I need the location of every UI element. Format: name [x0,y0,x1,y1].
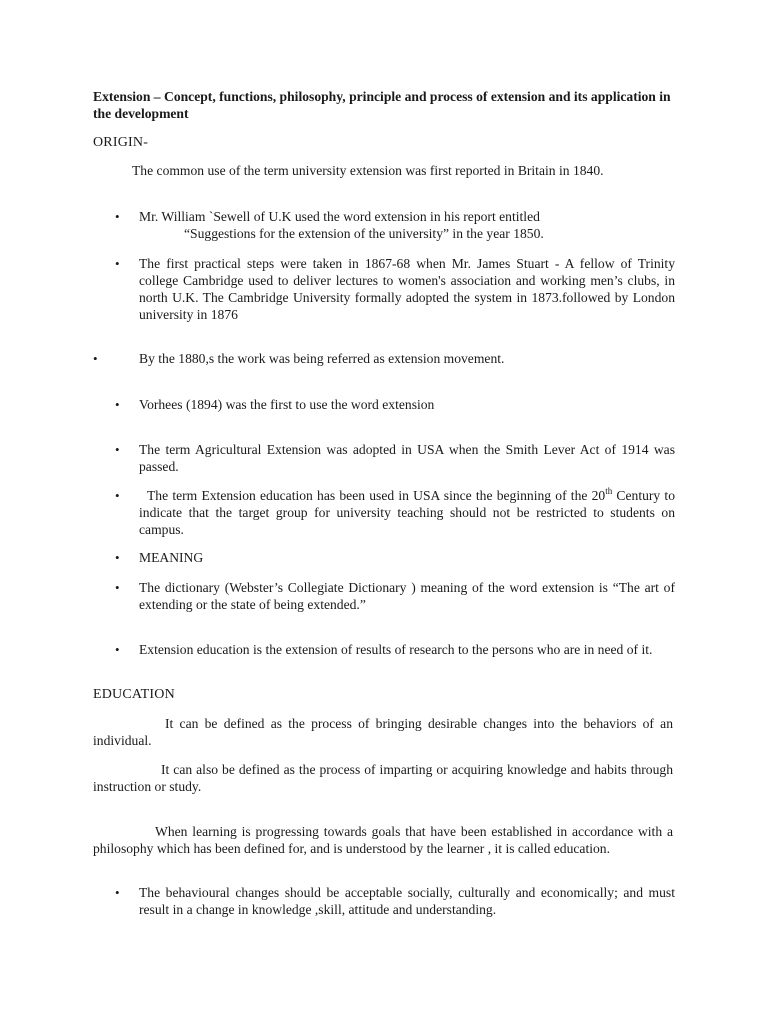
bullet-item-9: Extension education is the extension of results of research to the persons who are in need of it. [139,642,653,657]
bullet-marker: • [115,550,120,565]
superscript-th: th [605,486,613,496]
bullet-item-6 [139,487,675,538]
bullet-1-line1: Mr. William `Sewell of U.K used the word extension in his report entitled [139,209,540,224]
education-para-1: It can be defined as the process of bringing desirable changes into the behaviors of an individual. [93,716,673,748]
bullet-marker: • [115,256,120,271]
origin-heading: ORIGIN- [93,135,149,150]
bullet-item-3: By the 1880,s the work was being referred as extension movement. [139,351,505,366]
education-heading: EDUCATION [93,687,175,702]
education-para-2: It can also be defined as the process of imparting or acquiring knowledge and habits through instruction or study. [93,762,673,794]
bullet-item-1 [139,208,675,242]
document-title: Extension – Concept, functions, philosophy, principle and process of extension and its application in the development [93,89,671,121]
bullet-item-2: The first practical steps were taken in 1867-68 when Mr. James Stuart - A fellow of Trinity college Cambridge used to deliver lectures to women's association and working men’s clubs, in north U.K. The Cambridge University formally adopted the system in 1873.followed by London university in 1876 [139,256,675,322]
bullet-item-8: The dictionary (Webster’s Collegiate Dictionary ) meaning of the word extension is “The art of extending or the state of being extended.” [139,580,675,612]
origin-intro: The common use of the term university extension was first reported in Britain in 1840. [132,163,604,178]
bullet-item-final: The behavioural changes should be acceptable socially, culturally and economically; and must result in a change in knowledge ,skill, attitude and understanding. [139,885,675,917]
bullet-marker: • [115,885,120,900]
bullet-marker: • [93,351,98,366]
bullet-6-text-b: Century to indicate that the target group for university teaching should not be restricted to students on campus. [139,488,676,537]
bullet-marker: • [115,488,120,503]
bullet-marker: • [115,442,120,457]
bullet-marker: • [115,642,120,657]
bullet-item-5: The term Agricultural Extension was adopted in USA when the Smith Lever Act of 1914 was passed. [139,442,675,474]
bullet-6-text-a: The term Extension education has been used in USA since the beginning of the 20 [147,488,606,503]
bullet-marker: • [115,580,120,595]
meaning-heading: MEANING [139,550,204,565]
bullet-1-line2: “Suggestions for the extension of the university” in the year 1850. [184,226,544,241]
bullet-item-4: Vorhees (1894) was the first to use the word extension [139,397,435,412]
bullet-marker: • [115,209,120,224]
education-para-3: When learning is progressing towards goals that have been established in accordance with a philosophy which has been defined for, and is understood by the learner , it is called education. [93,824,673,856]
bullet-marker: • [115,397,120,412]
